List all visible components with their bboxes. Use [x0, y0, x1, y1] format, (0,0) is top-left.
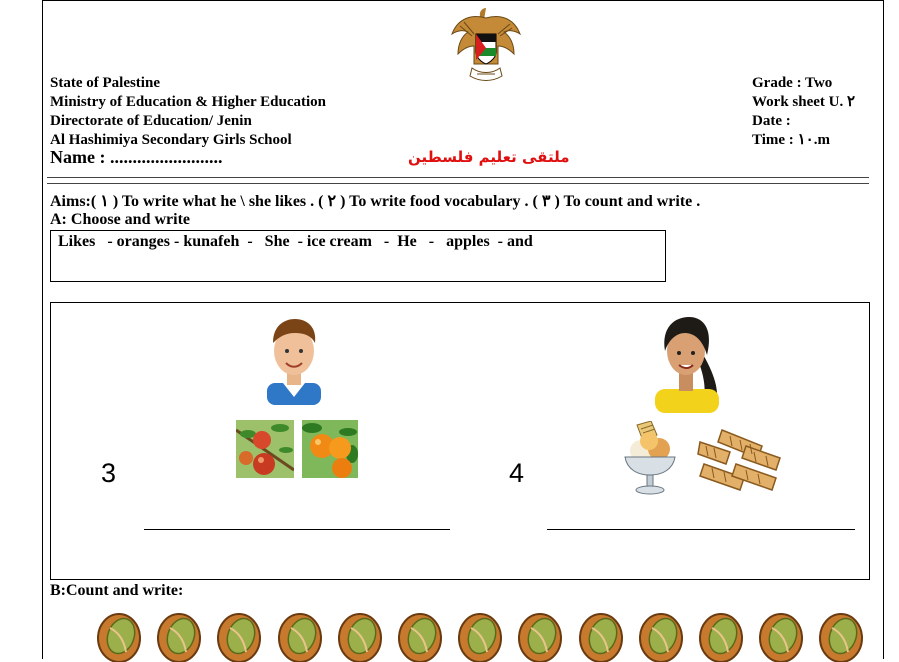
pistachio-icon	[517, 610, 563, 662]
arabic-watermark-text: ملتقى تعليم فلسطين	[408, 148, 570, 166]
pistachio-icon	[277, 610, 323, 662]
section-a-title: A: Choose and write	[50, 211, 190, 228]
time-label: Time : ١٠.m	[752, 132, 830, 148]
apples-icon	[236, 420, 294, 478]
pistachio-icon	[818, 610, 864, 662]
page-border-left	[42, 0, 43, 659]
oranges-icon	[302, 420, 358, 478]
pistachio-icon	[397, 610, 443, 662]
item-number-3: 3	[101, 458, 117, 488]
header-divider	[47, 177, 869, 184]
worksheet-label: Work sheet U. ٢	[752, 94, 856, 110]
answer-line-3[interactable]	[144, 529, 450, 530]
pistachio-icon	[457, 610, 503, 662]
answer-line-4[interactable]	[547, 529, 855, 530]
section-b-title: B:Count and write:	[50, 582, 184, 599]
date-label: Date :	[752, 113, 791, 129]
page-border-right	[883, 0, 884, 659]
directorate-label: Directorate of Education/ Jenin	[50, 113, 252, 129]
kunafeh-icon	[696, 428, 782, 498]
worksheet-info	[752, 74, 855, 150]
name-field[interactable]: Name : .........................	[50, 147, 223, 167]
pistachio-icon	[698, 610, 744, 662]
pistachio-icon	[578, 610, 624, 662]
pistachio-icon	[337, 610, 383, 662]
school-info	[50, 74, 326, 150]
aims-text: Aims:( ١ ) To write what he \ she likes . ( ٢ ) To write food vocabulary . ( ٣ ) To count and write .	[50, 193, 701, 210]
grade-label: Grade : Two	[752, 75, 833, 91]
pistachio-icon	[156, 610, 202, 662]
picture-exercise-box	[50, 302, 870, 580]
word-bank-text: Likes - oranges - kunafeh - She - ice cream - He - apples - and	[58, 233, 533, 250]
ice-cream-icon	[621, 421, 679, 497]
boy-icon	[259, 313, 329, 405]
pistachio-icon	[96, 610, 142, 662]
item-number-4: 4	[509, 458, 525, 488]
pistachio-icon	[758, 610, 804, 662]
word-bank-box	[50, 230, 666, 282]
page-border-top	[42, 0, 884, 1]
girl-icon	[651, 311, 729, 413]
pistachio-icon	[216, 610, 262, 662]
pistachio-icon	[638, 610, 684, 662]
state-label: State of Palestine	[50, 75, 160, 91]
school-label: Al Hashimiya Secondary Girls School	[50, 132, 292, 148]
palestine-emblem-icon	[450, 4, 522, 88]
ministry-label: Ministry of Education & Higher Education	[50, 94, 326, 110]
